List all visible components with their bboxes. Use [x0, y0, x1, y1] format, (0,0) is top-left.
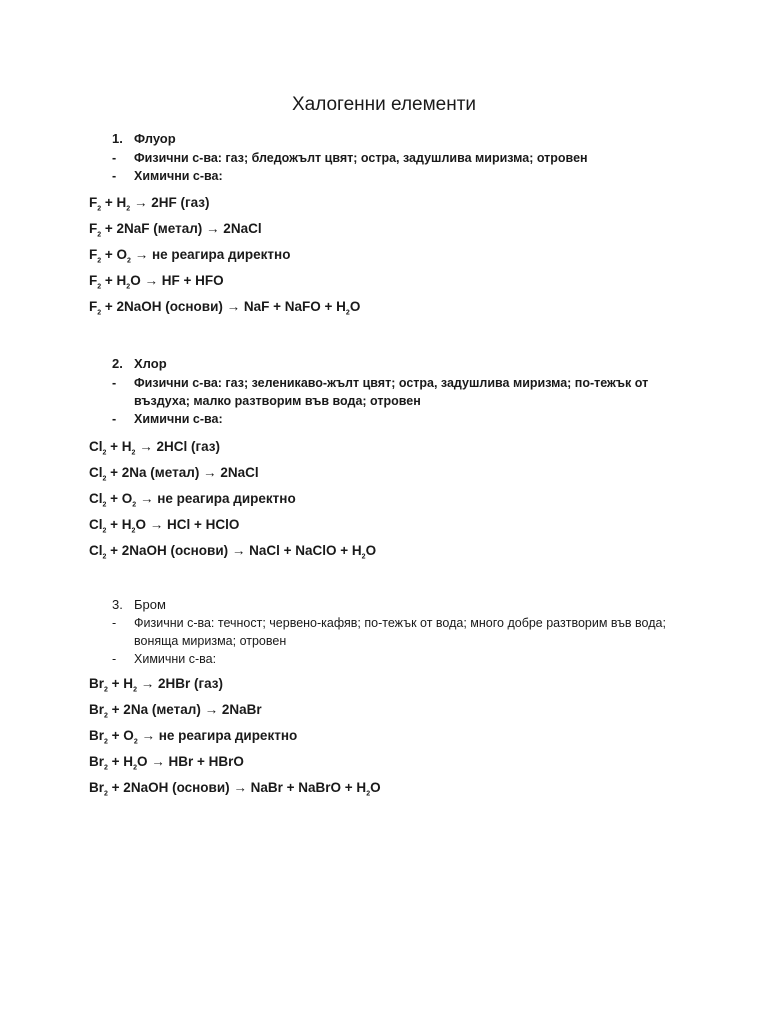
subscript: 2	[345, 309, 350, 317]
equation-text: + 2NaF (метал) → 2NaCl	[101, 221, 262, 236]
equation-text: → не реагира директно	[136, 491, 296, 506]
section-heading	[112, 131, 176, 146]
subscript: 2	[102, 449, 107, 457]
subscript: 2	[133, 738, 138, 746]
equation-text: Cl	[89, 439, 103, 454]
chemical-properties: - Химични с-ва:	[112, 652, 217, 666]
equation-text: → 2HCl (газ)	[135, 439, 220, 454]
equation-text: O	[370, 780, 381, 795]
equation-text: + 2NaOH (основи) → NaF + NaFO + H	[101, 299, 346, 314]
section-number: 2.	[112, 356, 123, 371]
equation-text: F	[89, 273, 98, 288]
subscript: 2	[126, 283, 131, 291]
equation-text: Br	[89, 702, 105, 717]
section-number: 3.	[112, 597, 123, 612]
section-number: 1.	[112, 131, 123, 146]
equation	[89, 754, 244, 772]
equation	[89, 273, 224, 291]
equation-text: O	[365, 543, 377, 558]
equation	[89, 491, 296, 509]
subscript: 2	[126, 205, 131, 213]
section-heading	[112, 356, 167, 371]
equation	[89, 676, 223, 694]
equation-text: + 2Na (метал) → 2NaBr	[107, 702, 262, 717]
equation	[89, 221, 262, 239]
equation-text: Br	[89, 676, 105, 691]
physical-properties: - Физични с-ва: течност; червено-кафяв; по-тежък от вода; много добре разтворим във вода; воняща миризма; отровен	[112, 616, 666, 648]
equation-text: O → HCl + HClO	[135, 517, 240, 532]
equation-text: Br	[89, 754, 105, 769]
subscript: 2	[97, 205, 102, 213]
equation-text: + H	[106, 439, 132, 454]
equation-text: → не реагира директно	[130, 247, 291, 262]
equation-text: → 2HF (газ)	[130, 195, 210, 210]
subscript: 2	[102, 501, 107, 509]
equation-text: + O	[107, 728, 134, 743]
equation-text: Cl	[89, 491, 103, 506]
subscript: 2	[104, 686, 108, 694]
equation	[89, 517, 239, 535]
equation	[89, 728, 297, 746]
subscript: 2	[104, 712, 108, 720]
equation	[89, 543, 376, 561]
equation-text: + H	[107, 754, 134, 769]
equation-text: O → HF + HFO	[130, 273, 224, 288]
subscript: 2	[97, 309, 102, 317]
equation-text: Cl	[89, 517, 103, 532]
subscript: 2	[97, 231, 102, 239]
equation-text: + O	[106, 491, 133, 506]
equation-text: F	[89, 247, 98, 262]
subscript: 2	[131, 449, 136, 457]
equation-text: Br	[89, 780, 105, 795]
subscript: 2	[102, 475, 107, 483]
equation-text: Br	[89, 728, 105, 743]
subscript: 2	[104, 738, 108, 746]
equation	[89, 439, 220, 457]
equation	[89, 299, 360, 317]
equation-text: + 2Na (метал) → 2NaCl	[106, 465, 259, 480]
equation-text: → не реагира директно	[137, 728, 298, 743]
equation-text: + O	[101, 247, 128, 262]
equation	[89, 247, 290, 265]
equation	[89, 702, 262, 720]
subscript: 2	[102, 527, 107, 535]
equation	[89, 780, 381, 798]
equation-text: + 2NaOH (основи) → NaBr + NaBrO + H	[107, 780, 367, 795]
subscript: 2	[104, 764, 108, 772]
subscript: 2	[97, 257, 102, 265]
equation-text: + H	[106, 517, 132, 532]
equation-text: O	[349, 299, 361, 314]
physical-properties: - Физични с-ва: газ; бледожълт цвят; остра, задушлива миризма; отровен	[112, 151, 588, 165]
subscript: 2	[361, 553, 366, 561]
equation-text: F	[89, 195, 98, 210]
subscript: 2	[132, 501, 137, 509]
equation-text: Cl	[89, 465, 103, 480]
equation-text: O → HBr + HBrO	[136, 754, 244, 769]
physical-properties: - Физични с-ва: газ; зеленикаво-жълт цвят; остра, задушлива миризма; по-тежък от въздуха; малко разтворим във вода; отровен	[112, 376, 649, 408]
equation	[89, 465, 259, 483]
subscript: 2	[127, 257, 131, 265]
chemical-properties: - Химични с-ва:	[112, 412, 223, 426]
chemical-properties: - Химични с-ва:	[112, 169, 223, 183]
subscript: 2	[366, 790, 371, 798]
section-heading	[112, 597, 166, 612]
section-name: Бром	[134, 597, 166, 612]
equation-text: + H	[101, 273, 127, 288]
equation-text: F	[89, 221, 98, 236]
subscript: 2	[104, 790, 108, 798]
subscript: 2	[97, 283, 102, 291]
equation-text: + 2NaOH (основи) → NaCl + NaClO + H	[106, 543, 362, 558]
equation-text: F	[89, 299, 98, 314]
subscript: 2	[102, 553, 107, 561]
subscript: 2	[133, 764, 137, 772]
subscript: 2	[131, 527, 136, 535]
section-name: Хлор	[134, 356, 167, 371]
equation-text: + H	[101, 195, 127, 210]
equation-text: → 2HBr (газ)	[136, 676, 223, 691]
document-title: Халогенни елементи	[291, 94, 477, 115]
section-name: Флуор	[134, 131, 176, 146]
subscript: 2	[133, 686, 137, 694]
equation-text: + H	[107, 676, 134, 691]
equation	[89, 195, 209, 213]
equation-text: Cl	[89, 543, 103, 558]
